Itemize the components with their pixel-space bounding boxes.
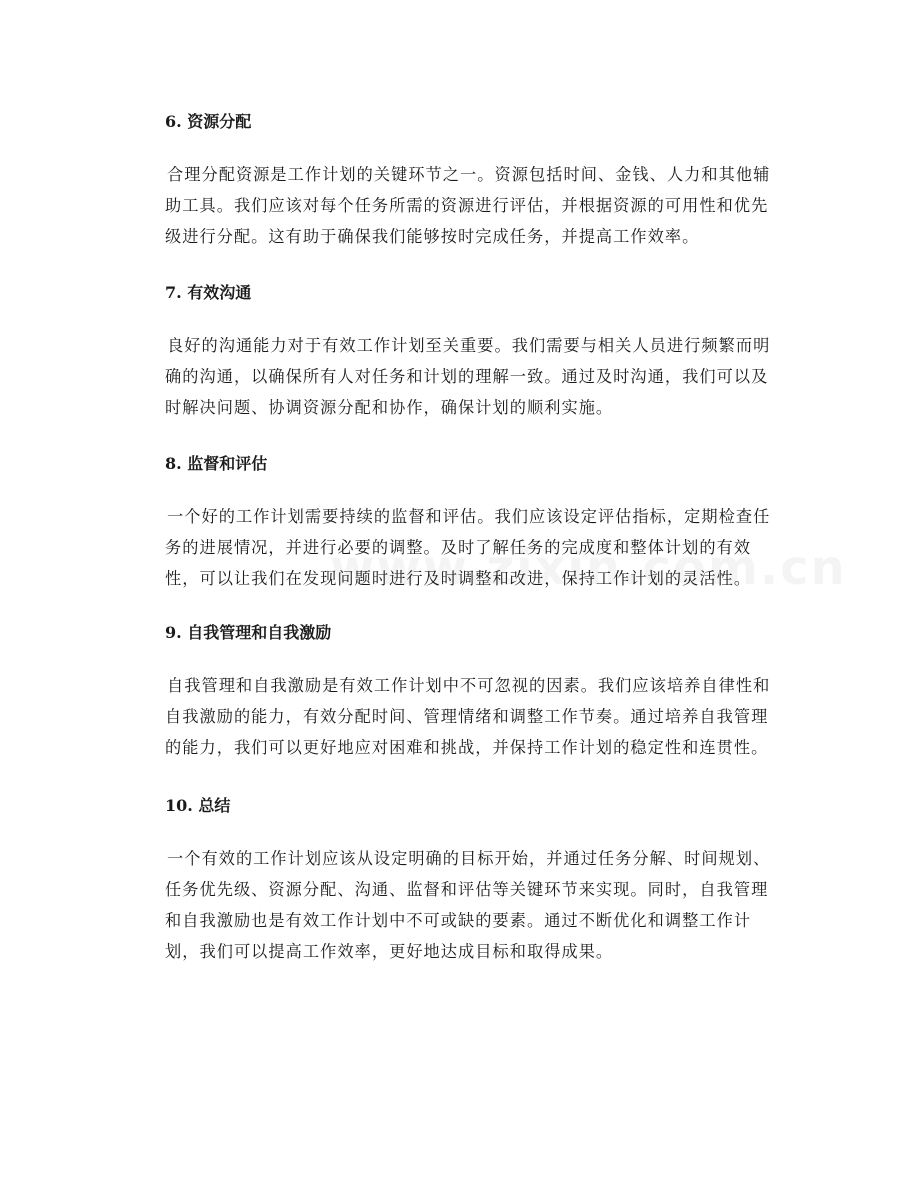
section-paragraph: 一个有效的工作计划应该从设定明确的目标开始，并通过任务分解、时间规划、任务优先级、资源分配、沟通、监督和评估等关键环节来实现。同时，自我管理和自我激励也是有效工作计划中不可或缺的要素。通过不断优化和调整工作计划，我们可以提高工作效率，更好地达成目标和取得成果。 — [165, 849, 771, 961]
section-heading: 6. 资源分配 — [165, 112, 252, 131]
section-paragraph: 一个好的工作计划需要持续的监督和评估。我们应该设定评估指标，定期检查任务的进展情况，并进行必要的调整。及时了解任务的完成度和整体计划的有效性，可以让我们在发现问题时进行及时调整和改进，保持工作计划的灵活性。 — [165, 507, 771, 588]
section-self-management — [165, 621, 785, 763]
section-paragraph: 合理分配资源是工作计划的关键环节之一。资源包括时间、金钱、人力和其他辅助工具。我们应该对每个任务所需的资源进行评估，并根据资源的可用性和优先级进行分配。这有助于确保我们能够按时完成任务，并提高工作效率。 — [165, 165, 771, 246]
section-heading: 8. 监督和评估 — [165, 454, 268, 473]
section-resource-allocation — [165, 110, 785, 252]
section-heading: 7. 有效沟通 — [165, 283, 252, 302]
section-paragraph: 良好的沟通能力对于有效工作计划至关重要。我们需要与相关人员进行频繁而明确的沟通，以确保所有人对任务和计划的理解一致。通过及时沟通，我们可以及时解决问题、协调资源分配和协作，确保计划的顺利实施。 — [165, 336, 771, 417]
section-effective-communication — [165, 281, 785, 423]
section-monitoring-evaluation — [165, 452, 785, 594]
section-heading: 10. 总结 — [165, 796, 231, 815]
section-summary — [165, 794, 785, 967]
section-heading: 9. 自我管理和自我激励 — [165, 623, 332, 642]
section-paragraph: 自我管理和自我激励是有效工作计划中不可忽视的因素。我们应该培养自律性和自我激励的能力，有效分配时间、管理情绪和调整工作节奏。通过培养自我管理的能力，我们可以更好地应对困难和挑战，并保持工作计划的稳定性和连贯性。 — [165, 676, 771, 757]
